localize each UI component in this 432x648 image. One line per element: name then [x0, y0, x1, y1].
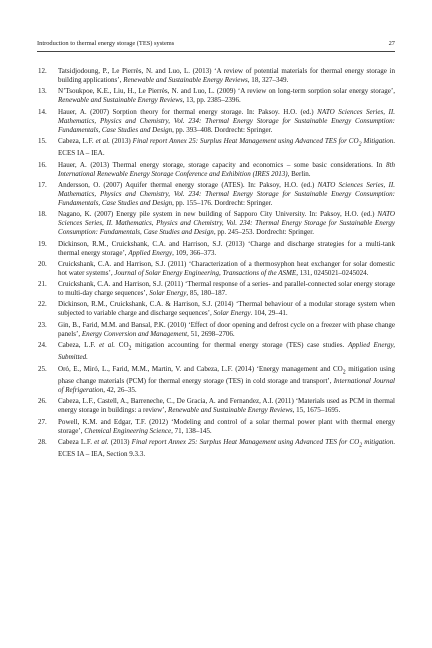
- reference-number: 28.: [38, 437, 47, 446]
- reference-text: Cruickshank, C.A. and Harrison, S.J. (2011) ‘Thermal response of a series- and parallel-connected solar energy storage to multi-day charge sequences’, Solar Energy, 85, 180–187.: [58, 280, 395, 298]
- reference-text: Hauer, A. (2013) Thermal energy storage, storage capacity and economics – some basic considerations. In 8th International Renewable Energy Storage Conference and Exhibition (IRES 2013), Berlin.: [58, 160, 395, 178]
- reference-item: [37, 260, 395, 278]
- reference-list: [37, 67, 395, 462]
- reference-text: Cabeza, L.F. et al. (2013) Final report Annex 25: Surplus Heat Management using Advanced TES for $CO_2$ Mitigation. ECES IA – IEA.: [58, 136, 396, 158]
- reference-text: Cabeza L.F. et al. (2013) Final report Annex 25: Surplus Heat Management using Advanced TES for $CO_2$ mitigation. ECES IA – IEA, Section 9.3.3.: [58, 437, 395, 459]
- reference-item: [37, 341, 395, 363]
- reference-number: 22.: [38, 300, 47, 309]
- reference-number: 19.: [38, 239, 47, 248]
- page-number: 27: [388, 40, 395, 47]
- reference-text: Dickinson, R.M., Cruickshank, C.A. and Harrison, S.J. (2013) ‘Charge and discharge strategies for a multi-tank thermal energy storage’, Applied Energy, 109, 366–373.: [58, 239, 395, 257]
- running-header: [37, 40, 395, 48]
- reference-text: Cruickshank, C.A. and Harrison, S.J. (2011) ‘Characterization of a thermosyphon heat exchanger for solar domestic hot water systems’, Journal of Solar Energy Engineering, Transactions of the ASME, 131, 0245021–0245024.: [58, 259, 395, 277]
- header-rule: [37, 51, 395, 52]
- reference-number: 21.: [38, 280, 47, 289]
- reference-number: 24.: [38, 340, 47, 349]
- reference-item: [37, 67, 395, 85]
- reference-number: 16.: [38, 160, 47, 169]
- reference-item: [37, 280, 395, 298]
- reference-number: 27.: [38, 417, 47, 426]
- reference-text: Nagano, K. (2007) Energy pile system in new building of Sapporo City University. In: Paksoy, H.O. (ed.) NATO Sciences Series, II. Mathematics, Physics and Chemistry, Vol. 234: Thermal Energy Storage for Sustainable Energy Consumption: Fundamentals, Case Studies and Design, pp. 245–253. Dordrecht: Springer.: [58, 210, 395, 237]
- reference-number: 20.: [38, 259, 47, 268]
- reference-item: [37, 181, 395, 208]
- reference-item: [37, 161, 395, 179]
- reference-item: [37, 240, 395, 258]
- reference-item: [37, 365, 395, 396]
- reference-number: 17.: [38, 180, 47, 189]
- reference-item: [37, 438, 395, 460]
- reference-item: [37, 87, 395, 105]
- reference-number: 25.: [38, 364, 47, 373]
- reference-text: Gin, B., Farid, M.M. and Bansal, P.K. (2010) ‘Effect of door opening and defrost cycle on a freezer with phase change panels’, Energy Conversion and Management, 51, 2698–2706.: [58, 320, 395, 338]
- reference-text: Cabeza, L.F., Castell, A., Barreneche, C., De Gracia, A. and Fernandez, A.I. (2011) ‘Materials used as PCM in thermal energy storage in buildings: a review’, Renewable and Sustainable Energy Reviews, 15, 1675–1695.: [58, 397, 395, 415]
- reference-item: [37, 321, 395, 339]
- reference-item: [37, 300, 395, 318]
- reference-number: 12.: [38, 67, 47, 75]
- reference-item: [37, 210, 395, 237]
- chapter-title: Introduction to thermal energy storage (TES) systems: [37, 40, 175, 47]
- reference-text: Andersson, O. (2007) Aquifer thermal energy storage (ATES). In: Paksoy, H.O. (ed.) NATO Sciences Series, II. Mathematics, Physics and Chemistry, Vol. 234: Thermal Energy Storage for Sustainable Energy Consumption: Fundamentals, Case Studies and Design, pp. 155–176. Dordrecht: Springer.: [58, 180, 395, 207]
- reference-number: 15.: [38, 136, 47, 145]
- reference-text: Hauer, A. (2007) Sorption theory for thermal energy storage. In: Paksoy. H.O. (ed.) NATO Sciences Series, II. Mathematics, Physics and Chemistry, Vol. 234: Thermal Energy Storage for Sustainable Energy Consumption: Fundamentals, Case Studies and Design, pp. 393–408. Dordrecht: Springer.: [58, 107, 395, 134]
- reference-item: [37, 108, 395, 135]
- reference-text: Oró, E., Miró, L., Farid, M.M., Martin, V. and Cabeza, L.F. (2014) ‘Energy management and $CO_2$ mitigation using phase change materials (PCM) for thermal energy storage (TES) in cold storage and transport’, International Journal of Refrigeration, 42, 26–35.: [58, 364, 396, 395]
- reference-number: 23.: [38, 320, 47, 329]
- reference-item: [37, 397, 395, 415]
- reference-number: 18.: [38, 210, 47, 219]
- reference-text: Powell, K.M. and Edgar, T.F. (2012) ‘Modeling and control of a solar thermal power plant with thermal energy storage’, Chemical Engineering Science, 71, 138–145.: [58, 417, 395, 435]
- reference-number: 14.: [38, 107, 47, 116]
- reference-text: Dickinson, R.M., Cruickshank, C.A. & Harrison, S.J. (2014) ‘Thermal behaviour of a modular storage system when subjected to variable charge and discharge sequences’, Solar Energy. 104, 29–41.: [58, 300, 395, 318]
- reference-number: 13.: [38, 87, 47, 96]
- reference-text: Tatsidjodoung, P., Le Pierrès, N. and Luo, L. (2013) ‘A review of potential materials for thermal energy storage in building applications’, Renewable and Sustainable Energy Reviews, 18, 327–349.: [58, 67, 395, 85]
- reference-item: [37, 137, 395, 159]
- reference-text: N’Tsoukpoe, K.E., Liu, H., Le Pierrès, N. and Luo, L. (2009) ‘A review on long-term sorption solar energy storage’, Renewable and Sustainable Energy Reviews, 13, pp. 2385–2396.: [58, 87, 395, 105]
- reference-number: 26.: [38, 397, 47, 406]
- reference-text: Cabeza, L.F. et al. $CO_2$ mitigation accounting for thermal energy storage (TES) case studies. Applied Energy, Submitted.: [58, 340, 396, 362]
- reference-item: [37, 418, 395, 436]
